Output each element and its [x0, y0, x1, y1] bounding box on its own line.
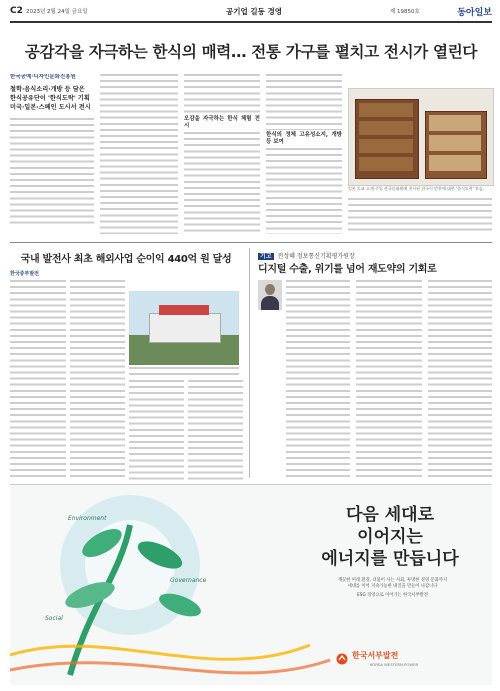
column-divider	[249, 248, 250, 478]
column-text-2	[356, 280, 422, 480]
article2-byline: 한국중부발전	[10, 271, 39, 277]
article1-byline: 한국공예·디자인문화진흥원	[10, 74, 76, 80]
ad-label-environment: Environment	[68, 515, 107, 522]
article1-subhead-1: 오감을 자극하는 한식 체험 전시	[184, 116, 260, 129]
ad-copy-line-2: 세대를 이어 지속가능한 내일을 만들어 나갑니다	[347, 584, 438, 589]
article1-subhead-2: 한식의 정체 고유성소지, 개방 등 보여	[266, 132, 342, 145]
article1-lede-3: 미국·일본·스페인 도시서 전시	[10, 104, 91, 111]
plant-photo-caption	[129, 367, 239, 377]
issue-number: 제 19850호	[390, 9, 420, 15]
ad-headline	[290, 504, 490, 570]
article2-column-1	[10, 280, 66, 480]
column-writer: 전성혜 정보통신기획평가원장	[277, 253, 355, 260]
ad-label-governance: Governance	[170, 577, 207, 584]
ad-headline-line-2: 이어지는	[357, 527, 423, 547]
body-text	[184, 74, 260, 114]
ad-copy-line-3: ESG 경영으로 이어가는 한국서부발전	[357, 593, 428, 598]
ad-label-social: Social	[45, 615, 63, 622]
body-text	[266, 148, 342, 234]
body-text	[286, 280, 350, 480]
article1-column-3	[184, 74, 260, 234]
body-text	[184, 132, 260, 234]
article1-lede-2: 한식공유단이 '한식도락' 기획	[10, 95, 90, 102]
article2-column-2	[70, 280, 125, 480]
ad-brand-en: KOREA WESTERN POWER	[370, 662, 419, 667]
column-headline: 디지털 수출, 위기를 넘어 재도약의 기회로	[258, 264, 437, 275]
section-title: 공기업 길동 경영	[226, 7, 282, 16]
page-header	[10, 6, 492, 18]
body-text	[70, 280, 125, 480]
article1-column-4	[266, 74, 342, 234]
body-text	[10, 118, 94, 228]
plant-photo	[129, 291, 239, 365]
column-text-3	[428, 280, 492, 480]
body-text	[188, 380, 243, 480]
article1-headline: 공감각을 자극하는 한식의 매력… 전통 가구를 펼치고 전시가 열린다	[24, 43, 478, 61]
article2-headline: 국내 발전사 최초 해외사업 순이익 440억 원 달성	[20, 254, 232, 265]
body-text	[10, 280, 66, 480]
article2-column-4	[188, 380, 243, 480]
article2-column-3	[129, 380, 184, 480]
brand-logo-icon	[336, 650, 348, 662]
article1-column-2	[100, 74, 178, 234]
ad-copy	[300, 578, 485, 599]
article1-lede-1: 철학·음식소리·개방 등 담은	[10, 86, 85, 93]
column-header	[258, 251, 355, 260]
body-text	[129, 380, 184, 480]
article1-column-5	[348, 198, 492, 234]
page-number: C2	[10, 6, 23, 16]
body-text	[428, 280, 492, 480]
photo-caption: 일본 도쿄 소재 주일 한국문화원에 전시된 한국식 반찬에 대한 '한식도락' 모습.	[348, 186, 484, 191]
body-text	[100, 74, 178, 234]
body-text	[348, 198, 492, 234]
ad-brand: 한국서부발전	[352, 651, 399, 660]
ad-copy-line-1: 깨끗한 미래 환경, 더불어 사는 사회, 투명한 경영 문화까지	[337, 578, 448, 583]
writer-portrait	[258, 280, 282, 310]
body-text	[356, 280, 422, 480]
exhibition-photo	[348, 88, 494, 186]
column-tag: 기고	[260, 253, 272, 260]
header-divider	[10, 21, 492, 23]
article1-column-1	[10, 74, 94, 234]
ad-headline-line-1: 다음 세대로	[345, 505, 435, 525]
section-divider	[10, 242, 492, 243]
ad-headline-line-3: 에너지를 만듭니다	[321, 549, 459, 569]
issue-date: 2023년 2월 24일 금요일	[26, 9, 88, 15]
column-text-1	[286, 280, 350, 480]
body-text	[266, 74, 342, 130]
newspaper-logo: 동아일보	[457, 8, 492, 18]
